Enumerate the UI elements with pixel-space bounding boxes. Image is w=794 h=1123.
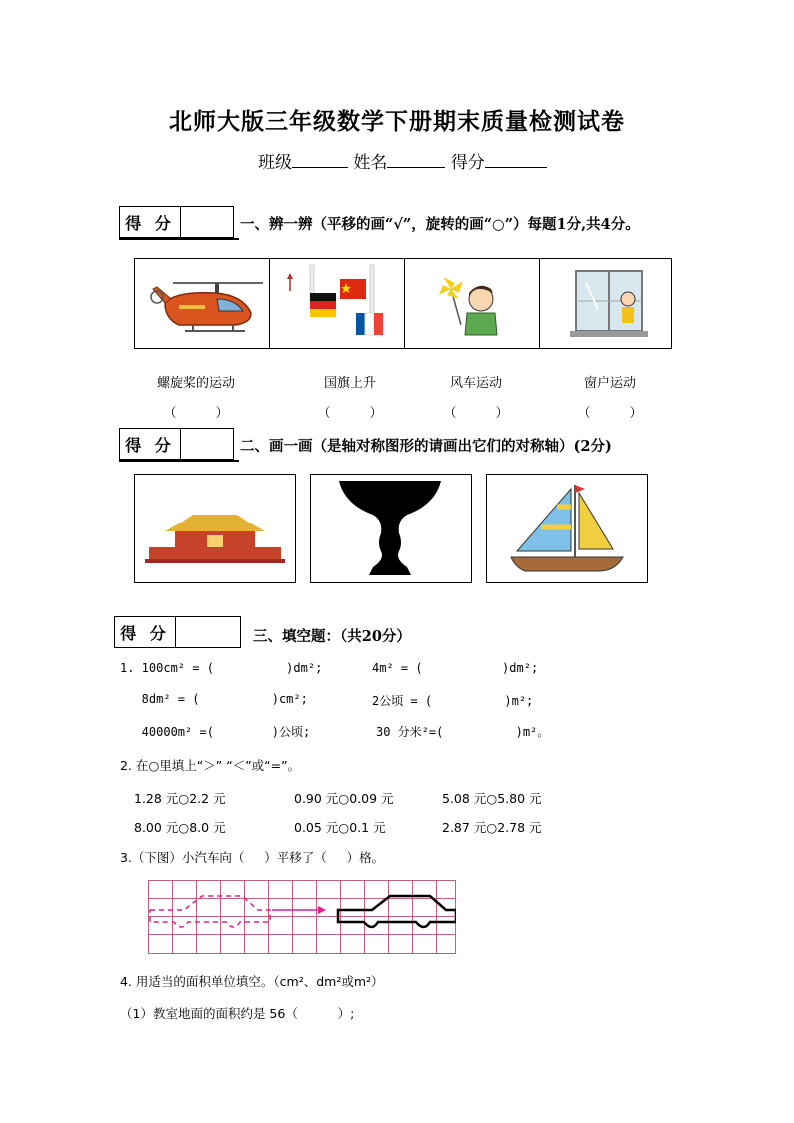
q2-row2-b: 0.05 元○0.1 元: [294, 820, 386, 835]
q1-row3-left: 40000m² =( )公顷;: [120, 725, 311, 739]
section1-picture-row: [134, 258, 672, 349]
caption-3: 风车运动: [449, 376, 502, 391]
answer-paren-1[interactable]: （ ）: [163, 406, 229, 421]
score-box-label: 得 分: [115, 617, 176, 647]
score-box-2: [119, 428, 234, 460]
q4-sub1: （1）教室地面的面积约是 56（ ）;: [120, 1006, 355, 1021]
vase-picture: [310, 474, 472, 583]
class-blank[interactable]: [292, 149, 348, 168]
helicopter-picture: [135, 259, 270, 348]
pinwheel-picture: [405, 259, 540, 348]
divider: [119, 460, 239, 462]
section2-heading: 二、画一画（是轴对称图形的请画出它们的对称轴）(2分): [240, 438, 612, 455]
divider: [119, 238, 239, 240]
caption-1: 螺旋桨的运动: [156, 376, 235, 391]
score-box-1: [119, 206, 234, 238]
score-box-value[interactable]: [181, 429, 233, 459]
q2-row2-c: 2.87 元○2.78 元: [442, 820, 542, 835]
answer-paren-2[interactable]: （ ）: [317, 406, 383, 421]
name-label: 姓名: [353, 153, 388, 173]
class-label: 班级: [258, 153, 292, 173]
section1-heading: 一、辨一辨（平移的画“√”，旋转的画“○”）每题1分,共4分。: [240, 216, 640, 233]
q1-row1-right: 4m² = ( )dm²;: [372, 661, 539, 675]
name-blank[interactable]: [387, 149, 445, 168]
score-blank[interactable]: [485, 149, 547, 168]
score-box-value[interactable]: [181, 207, 233, 237]
car-translation-grid: [148, 880, 456, 954]
student-info-line: [258, 148, 547, 173]
answer-paren-3[interactable]: （ ）: [443, 406, 509, 421]
q1-row3-right: 30 分米²=( )m²。: [376, 725, 550, 739]
caption-2: 国旗上升: [323, 376, 376, 391]
tiananmen-picture: [134, 474, 296, 583]
caption-4: 窗户运动: [583, 376, 636, 391]
answer-paren-4[interactable]: （ ）: [577, 406, 643, 421]
sailboat-picture: [486, 474, 648, 583]
score-label: 得分: [450, 153, 485, 173]
window-picture: [540, 259, 674, 348]
score-box-3: [114, 616, 241, 648]
flags-picture: [270, 259, 405, 348]
q1-row2-right: 2公顷 = ( )m²;: [372, 694, 534, 708]
q1-row2-left: 8dm² = ( )cm²;: [120, 692, 308, 706]
score-box-value[interactable]: [176, 617, 240, 647]
q2-row1-b: 0.90 元○0.09 元: [294, 791, 394, 806]
q4-stem: 4. 用适当的面积单位填空。（cm²、dm²或m²）: [120, 974, 384, 989]
q2-row1-a: 1.28 元○2.2 元: [134, 791, 226, 806]
section3-heading: 三、填空题：（共20分）: [253, 628, 411, 645]
exam-title: 北师大版三年级数学下册期末质量检测试卷: [169, 108, 625, 135]
q3-stem: 3.（下图）小汽车向（ ）平移了（ ）格。: [120, 850, 385, 865]
q1-row1-left: 1. 100cm² = ( )dm²;: [120, 661, 323, 675]
score-box-label: 得 分: [120, 429, 181, 459]
score-box-label: 得 分: [120, 207, 181, 237]
q2-row2-a: 8.00 元○8.0 元: [134, 820, 226, 835]
q2-row1-c: 5.08 元○5.80 元: [442, 791, 542, 806]
q2-stem: 2. 在○里填上“＞” “＜”或“=”。: [120, 758, 301, 773]
